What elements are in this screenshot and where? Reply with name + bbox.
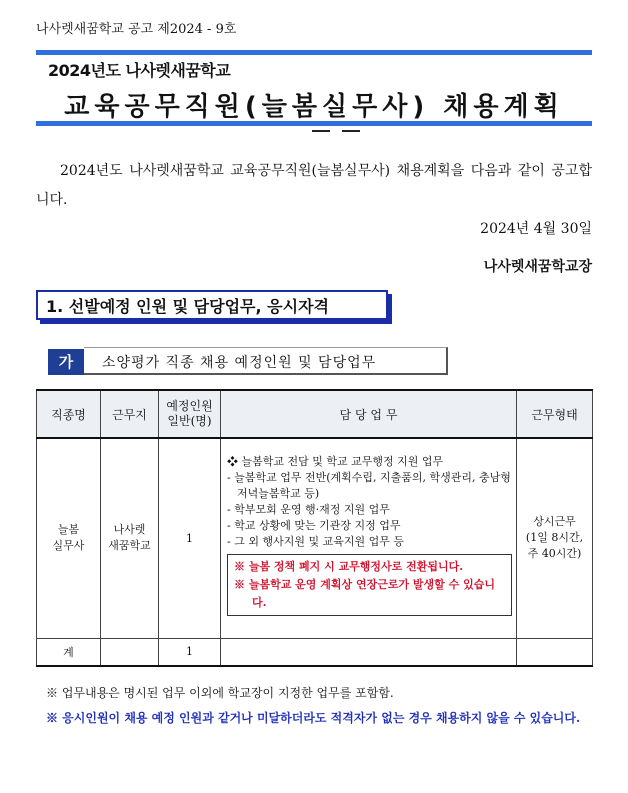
total-empty	[221, 638, 517, 666]
title-divider	[312, 130, 330, 132]
policy-notes-box	[227, 554, 512, 616]
total-empty	[517, 638, 593, 666]
subsection-title: 소양평가 직종 채용 예정인원 및 담당업무	[102, 355, 377, 371]
footnote-important-text: ※ 응시인원이 채용 예정 인원과 같거나 미달하더라도 적격자가 없는 경우 채용하지 않을 수 있습니다.	[46, 711, 581, 725]
policy-note: ※ 늘봄학교 운영 계획상 연장근로가 발생할 수 있습니다.	[234, 578, 495, 609]
section-title: 1. 선발예정 인원 및 담당업무, 응시자격	[46, 297, 329, 316]
notice-number: 나사렛새꿈학교 공고 제2024 - 9호	[36, 22, 237, 37]
header-work-type: 근무형태	[517, 390, 593, 438]
header-job: 직종명	[37, 390, 101, 438]
footnote-important	[46, 709, 592, 728]
header-count: 예정인원 일반(명)	[159, 390, 221, 438]
table-row	[37, 438, 593, 638]
policy-note: ※ 늘봄 정책 폐지 시 교무행정사로 전환됩니다.	[234, 560, 464, 573]
header-workplace: 근무지	[101, 390, 159, 438]
total-empty	[101, 638, 159, 666]
page-title: 교육공무직원(늘봄실무사) 채용계획	[64, 92, 564, 122]
total-label: 계	[37, 638, 101, 666]
footnote-general: ※ 업무내용은 명시된 업무 이외에 학교장이 지정한 업무를 포함함.	[46, 686, 394, 700]
recruitment-table	[36, 389, 593, 667]
banner-subtitle: 2024년도 나사렛새꿈학교	[48, 61, 231, 80]
total-count: 1	[159, 638, 221, 666]
cell-count: 1	[159, 438, 221, 638]
signer: 나사렛새꿈학교장	[483, 259, 592, 275]
table-total-row	[37, 638, 593, 666]
cell-duties	[221, 438, 517, 638]
header-duties: 담 당 업 무	[221, 390, 517, 438]
title-divider	[342, 130, 360, 132]
cell-work-type: 상시근무 (1일 8시간, 주 40시간)	[517, 438, 593, 638]
duty-item: - 학교 상황에 맞는 기관장 지정 업무	[227, 519, 401, 532]
duty-item: - 늘봄학교 업무 전반(계획수립, 지출품의, 학생관리, 충남형 저녁늘봄학교 등)	[227, 471, 511, 500]
cell-job: 늘봄 실무사	[37, 438, 101, 638]
duty-item: - 그 외 행사지원 및 교육지원 업무 등	[227, 535, 404, 548]
intro-paragraph: 2024년도 나사렛새꿈학교 교육공무직원(늘봄실무사) 채용계획을 다음과 같이 공고합니다.	[36, 163, 592, 208]
subsection-badge: 가	[48, 349, 84, 375]
notice-date: 2024년 4월 30일	[480, 221, 592, 237]
table-header-row	[37, 390, 593, 438]
duty-item: - 학부모회 운영 행·재정 지원 업무	[227, 503, 390, 516]
duty-heading: ❖ 늘봄학교 전담 및 학교 교무행정 지원 업무	[227, 455, 444, 468]
cell-workplace: 나사렛 새꿈학교	[101, 438, 159, 638]
